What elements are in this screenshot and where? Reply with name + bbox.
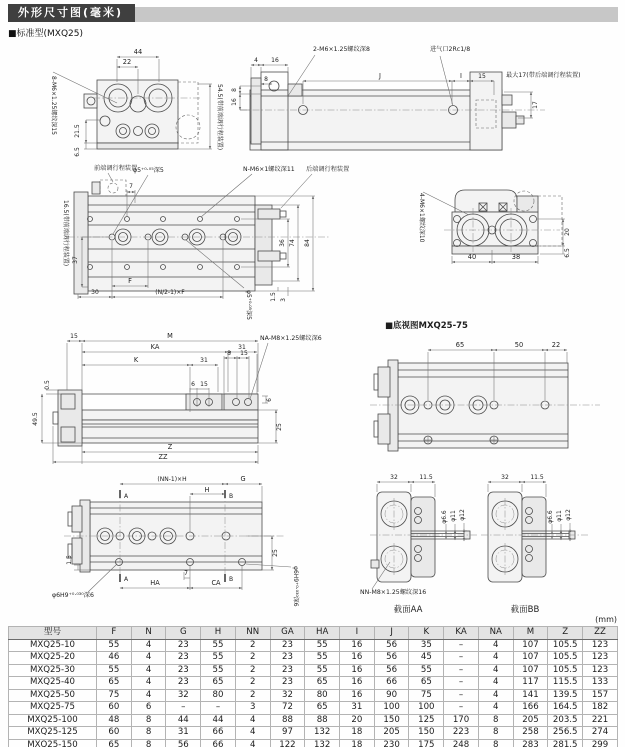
value-cell: 4 xyxy=(235,739,270,747)
dim-label: 15 xyxy=(478,73,486,80)
value-cell: 90 xyxy=(374,689,409,702)
thread-callout: 4-M6×1螺纹深10 xyxy=(418,193,425,243)
value-cell: 2 xyxy=(235,677,270,690)
value-cell: 170 xyxy=(444,714,479,727)
col-header-8: I xyxy=(340,627,375,640)
standard-type-subtitle: ■标准型(MXQ25) xyxy=(8,29,83,39)
value-cell: 60 xyxy=(97,727,132,740)
value-cell: – xyxy=(444,702,479,715)
value-cell: 175 xyxy=(409,739,444,747)
section-aa-drawing xyxy=(360,474,478,615)
col-header-9: J xyxy=(374,627,409,640)
value-cell: 100 xyxy=(409,702,444,715)
section-mark-b: B xyxy=(229,576,234,583)
value-cell: 107 xyxy=(513,652,548,665)
col-header-10: K xyxy=(409,627,444,640)
value-cell: 2 xyxy=(235,639,270,652)
dim-label: 11.5 xyxy=(530,474,544,481)
dim-label: 21.5 xyxy=(74,124,81,138)
value-cell: 23 xyxy=(270,677,305,690)
value-cell: 16 xyxy=(340,639,375,652)
value-cell: 44 xyxy=(166,714,201,727)
dimension-table-wrap xyxy=(8,626,618,747)
section-mark-a: A xyxy=(124,493,129,500)
dim-label: 37 xyxy=(72,256,79,264)
thread-callout: 8-M6×1.25螺纹深15 xyxy=(50,76,57,135)
value-cell: 2 xyxy=(235,689,270,702)
value-cell: 80 xyxy=(201,689,236,702)
value-cell: 164.5 xyxy=(548,702,583,715)
rod-dia-label: φ12 xyxy=(565,509,572,521)
value-cell: 65 xyxy=(305,702,340,715)
col-header-1: F xyxy=(97,627,132,640)
value-cell: 65 xyxy=(97,739,132,747)
dim-label: 7 xyxy=(129,183,133,190)
value-cell: 55 xyxy=(409,664,444,677)
value-cell: 65 xyxy=(97,677,132,690)
rod-dia-label: φ11 xyxy=(556,510,563,522)
value-cell: 123 xyxy=(583,639,618,652)
dim-label: 32 xyxy=(501,474,509,481)
dim-label: 20 xyxy=(564,228,571,236)
value-cell: 88 xyxy=(270,714,305,727)
value-cell: 125 xyxy=(409,714,444,727)
value-cell: 46 xyxy=(97,652,132,665)
rod-dia-label: φ6.6 xyxy=(547,510,554,524)
value-cell: 299 xyxy=(583,739,618,747)
col-header-11: KA xyxy=(444,627,479,640)
dim-label: H xyxy=(204,486,210,494)
dim-label: 38 xyxy=(511,253,521,261)
model-cell: MXQ25-100 xyxy=(9,714,97,727)
value-cell: – xyxy=(166,702,201,715)
dim-label: 36 xyxy=(279,239,286,247)
value-cell: 3 xyxy=(235,702,270,715)
value-cell: 35 xyxy=(409,639,444,652)
pin-hole-callout: φ5⁺⁰·⁰⁵深5 xyxy=(245,290,252,320)
air-port-callout: 进气口2Rc1/8 xyxy=(430,46,471,53)
value-cell: – xyxy=(444,652,479,665)
top-view-drawing xyxy=(62,164,349,320)
value-cell: 55 xyxy=(201,639,236,652)
value-cell: – xyxy=(444,689,479,702)
pin-hole-callout: φ6H9⁺⁰·⁰³⁰深6 xyxy=(292,566,299,607)
stroke-adjuster-height-note: 54.5(带前端调行程装置) xyxy=(216,84,223,151)
rear-adjuster-callout: 后端调行程装置 xyxy=(306,166,350,173)
dim-label: K xyxy=(133,356,139,364)
model-cell: MXQ25-10 xyxy=(9,639,97,652)
dim-label: 31 xyxy=(238,344,246,351)
section-mark-b: B xyxy=(229,493,234,500)
dim-label: 0.5 xyxy=(44,380,51,390)
dim-label: 7 xyxy=(184,570,188,577)
value-cell: 123 xyxy=(583,664,618,677)
dim-label: F xyxy=(128,277,132,285)
value-cell: 56 xyxy=(166,739,201,747)
col-header-14: Z xyxy=(548,627,583,640)
page-title: 外形尺寸图(毫米) xyxy=(8,4,135,22)
value-cell: – xyxy=(444,639,479,652)
table-row xyxy=(9,727,618,740)
value-cell: 56 xyxy=(374,639,409,652)
value-cell: 256.5 xyxy=(548,727,583,740)
value-cell: 8 xyxy=(131,739,166,747)
value-cell: 23 xyxy=(270,664,305,677)
value-cell: 75 xyxy=(409,689,444,702)
value-cell: 122 xyxy=(270,739,305,747)
value-cell: 65 xyxy=(201,677,236,690)
value-cell: 141 xyxy=(513,689,548,702)
bottom-view-header: ■底视图MXQ25-75 xyxy=(385,321,468,331)
side-profile-drawing xyxy=(32,332,322,464)
dim-label: 84 xyxy=(304,239,311,247)
table-row xyxy=(9,639,618,652)
value-cell: 133 xyxy=(583,677,618,690)
value-cell: 223 xyxy=(444,727,479,740)
value-cell: 248 xyxy=(444,739,479,747)
value-cell: 100 xyxy=(374,702,409,715)
dim-label: 50 xyxy=(514,341,524,349)
value-cell: 18 xyxy=(340,739,375,747)
dim-label: 3 xyxy=(280,298,287,302)
model-cell: MXQ25-150 xyxy=(9,739,97,747)
value-cell: 23 xyxy=(166,677,201,690)
value-cell: 4 xyxy=(478,639,513,652)
table-row xyxy=(9,677,618,690)
value-cell: 44 xyxy=(201,714,236,727)
col-header-6: GA xyxy=(270,627,305,640)
table-row xyxy=(9,714,618,727)
bottom-view-drawing xyxy=(52,475,300,607)
value-cell: 258 xyxy=(513,727,548,740)
value-cell: 32 xyxy=(166,689,201,702)
col-header-0: 型号 xyxy=(9,627,97,640)
value-cell: 203.5 xyxy=(548,714,583,727)
value-cell: 6 xyxy=(131,702,166,715)
value-cell: 97 xyxy=(270,727,305,740)
value-cell: 105.5 xyxy=(548,652,583,665)
section-aa-caption: 截面AA xyxy=(393,605,423,615)
value-cell: 31 xyxy=(340,702,375,715)
value-cell: – xyxy=(444,677,479,690)
dim-label: 6.5 xyxy=(74,147,81,157)
dim-label: 16 xyxy=(231,98,238,106)
pin-hole-callout: φ5⁺⁰·⁰⁵深5 xyxy=(133,167,164,174)
front-adjuster-callout: 前端调行程装置 xyxy=(94,165,138,172)
value-cell: 205 xyxy=(513,714,548,727)
value-cell: 132 xyxy=(305,739,340,747)
table-row xyxy=(9,689,618,702)
dim-label: 1.5 xyxy=(66,555,73,565)
dim-label: 11.5 xyxy=(419,474,433,481)
value-cell: 45 xyxy=(409,652,444,665)
dim-label: 8 xyxy=(227,350,231,357)
value-cell: 55 xyxy=(97,639,132,652)
dim-label: 65 xyxy=(455,341,465,349)
dim-label: 17 xyxy=(532,101,539,109)
dim-label: 8 xyxy=(231,88,238,92)
value-cell: 4 xyxy=(478,677,513,690)
value-cell: 23 xyxy=(270,639,305,652)
value-cell: 16 xyxy=(340,689,375,702)
thread-callout: NN-M8×1.25螺纹深16 xyxy=(360,589,427,596)
dim-label: Z xyxy=(167,443,173,451)
thread-callout: N-M6×1螺纹深11 xyxy=(243,166,295,173)
dim-label: 15 xyxy=(70,333,78,340)
value-cell: 55 xyxy=(201,664,236,677)
value-cell: 23 xyxy=(166,639,201,652)
value-cell: 48 xyxy=(97,714,132,727)
value-cell: 32 xyxy=(270,689,305,702)
value-cell: 23 xyxy=(166,664,201,677)
dim-label: 15 xyxy=(200,381,208,388)
dim-label: 15 xyxy=(240,350,248,357)
value-cell: 23 xyxy=(166,652,201,665)
end-view-drawing xyxy=(50,48,224,157)
dim-label: HA xyxy=(150,579,160,587)
value-cell: 66 xyxy=(201,727,236,740)
dim-label: 31 xyxy=(200,357,208,364)
value-cell: 55 xyxy=(97,664,132,677)
dim-label: 74 xyxy=(289,239,296,247)
unit-note: (mm) xyxy=(595,615,617,624)
value-cell: 150 xyxy=(409,727,444,740)
dim-label: 49.5 xyxy=(32,412,39,426)
value-cell: 8 xyxy=(131,714,166,727)
col-header-13: M xyxy=(513,627,548,640)
value-cell: 88 xyxy=(305,714,340,727)
dim-label: 44 xyxy=(133,48,143,56)
dim-label: 4 xyxy=(254,57,258,64)
model-cell: MXQ25-20 xyxy=(9,652,97,665)
value-cell: 230 xyxy=(374,739,409,747)
value-cell: 56 xyxy=(374,652,409,665)
value-cell: 55 xyxy=(201,652,236,665)
value-cell: 8 xyxy=(478,714,513,727)
pitch-formula: (N/2-1)×F xyxy=(155,289,185,296)
value-cell: 182 xyxy=(583,702,618,715)
dim-label: M xyxy=(167,332,173,340)
value-cell: 4 xyxy=(131,664,166,677)
value-cell: – xyxy=(444,664,479,677)
value-cell: 18 xyxy=(340,727,375,740)
table-header-row xyxy=(9,627,618,640)
value-cell: 75 xyxy=(97,689,132,702)
value-cell: 150 xyxy=(374,714,409,727)
col-header-7: HA xyxy=(305,627,340,640)
section-mark-a: A xyxy=(124,576,129,583)
value-cell: 55 xyxy=(305,639,340,652)
value-cell: 2 xyxy=(235,652,270,665)
value-cell: 274 xyxy=(583,727,618,740)
value-cell: 281.5 xyxy=(548,739,583,747)
value-cell: 123 xyxy=(583,652,618,665)
rod-dia-label: φ6.6 xyxy=(441,510,448,524)
dim-label: 16 xyxy=(271,57,279,64)
value-cell: 117 xyxy=(513,677,548,690)
dim-label: 6 xyxy=(191,381,195,388)
value-cell: 55 xyxy=(305,664,340,677)
model-cell: MXQ25-125 xyxy=(9,727,97,740)
value-cell: 4 xyxy=(478,652,513,665)
thread-callout: 2-M6×1.25螺纹深8 xyxy=(313,46,370,53)
rod-dia-label: φ11 xyxy=(450,510,457,522)
value-cell: 166 xyxy=(513,702,548,715)
bottom-view-75-drawing xyxy=(370,320,600,451)
value-cell: 8 xyxy=(478,727,513,740)
value-cell: 55 xyxy=(305,652,340,665)
side-view-drawing xyxy=(231,45,581,150)
value-cell: 4 xyxy=(235,714,270,727)
col-header-5: NN xyxy=(235,627,270,640)
dim-label: CA xyxy=(211,579,221,587)
section-bb-caption: 截面BB xyxy=(510,605,540,615)
value-cell: 105.5 xyxy=(548,664,583,677)
dim-label: 22 xyxy=(122,58,132,66)
pin-hole-callout: φ6H9⁺⁰·⁰³⁰深6 xyxy=(52,592,94,599)
value-cell: 31 xyxy=(166,727,201,740)
max-stroke-note: 最大17(带后端调行程装置) xyxy=(506,72,581,79)
table-row xyxy=(9,739,618,747)
value-cell: 115.5 xyxy=(548,677,583,690)
value-cell: 4 xyxy=(235,727,270,740)
value-cell: 4 xyxy=(131,652,166,665)
dim-label: 6 xyxy=(266,398,273,402)
value-cell: 66 xyxy=(201,739,236,747)
value-cell: 107 xyxy=(513,639,548,652)
value-cell: 4 xyxy=(131,689,166,702)
value-cell: – xyxy=(201,702,236,715)
dim-label: 25 xyxy=(272,549,279,557)
pitch-formula: (NN-1)×H xyxy=(157,476,187,483)
dim-label: ZZ xyxy=(158,453,168,461)
col-header-12: NA xyxy=(478,627,513,640)
value-cell: 16 xyxy=(340,652,375,665)
value-cell: 8 xyxy=(131,727,166,740)
model-cell: MXQ25-30 xyxy=(9,664,97,677)
col-header-15: ZZ xyxy=(583,627,618,640)
value-cell: 80 xyxy=(305,689,340,702)
model-cell: MXQ25-40 xyxy=(9,677,97,690)
model-cell: MXQ25-75 xyxy=(9,702,97,715)
dim-label: 30 xyxy=(91,289,99,296)
value-cell: 4 xyxy=(131,677,166,690)
value-cell: 4 xyxy=(131,639,166,652)
table-row xyxy=(9,702,618,715)
stroke-adjuster-note: 16.5(带前端调行程装置) xyxy=(62,200,69,267)
rod-dia-label: φ12 xyxy=(459,509,466,521)
value-cell: 205 xyxy=(374,727,409,740)
dim-label: G xyxy=(240,475,246,483)
value-cell: 157 xyxy=(583,689,618,702)
value-cell: 23 xyxy=(270,652,305,665)
col-header-2: N xyxy=(131,627,166,640)
section-bb-drawing xyxy=(481,474,589,615)
value-cell: 66 xyxy=(374,677,409,690)
value-cell: 132 xyxy=(305,727,340,740)
dim-label: J xyxy=(379,72,381,80)
table-row xyxy=(9,664,618,677)
dim-label: 40 xyxy=(467,253,477,261)
value-cell: 16 xyxy=(340,664,375,677)
value-cell: 65 xyxy=(409,677,444,690)
value-cell: 139.5 xyxy=(548,689,583,702)
value-cell: 4 xyxy=(478,689,513,702)
value-cell: 8 xyxy=(478,739,513,747)
value-cell: 2 xyxy=(235,664,270,677)
table-row xyxy=(9,652,618,665)
value-cell: 65 xyxy=(305,677,340,690)
value-cell: 20 xyxy=(340,714,375,727)
value-cell: 283 xyxy=(513,739,548,747)
value-cell: 72 xyxy=(270,702,305,715)
dim-label: 32 xyxy=(390,474,398,481)
value-cell: 60 xyxy=(97,702,132,715)
dim-label: 25 xyxy=(276,423,283,431)
dim-label: I xyxy=(460,72,462,80)
dim-label: 6.5 xyxy=(564,248,571,258)
col-header-3: G xyxy=(166,627,201,640)
value-cell: 56 xyxy=(374,664,409,677)
value-cell: 4 xyxy=(478,702,513,715)
dim-label: KA xyxy=(150,343,160,351)
dim-label: 22 xyxy=(551,341,561,349)
dim-label: 8 xyxy=(264,76,268,83)
dim-label: 1.5 xyxy=(270,292,277,302)
col-header-4: H xyxy=(201,627,236,640)
value-cell: 105.5 xyxy=(548,639,583,652)
value-cell: 221 xyxy=(583,714,618,727)
right-end-view-drawing xyxy=(418,190,571,264)
thread-callout: NA-M8×1.25螺纹深6 xyxy=(260,335,322,342)
value-cell: 4 xyxy=(478,664,513,677)
model-cell: MXQ25-50 xyxy=(9,689,97,702)
value-cell: 16 xyxy=(340,677,375,690)
value-cell: 107 xyxy=(513,664,548,677)
dimension-table xyxy=(8,626,618,747)
